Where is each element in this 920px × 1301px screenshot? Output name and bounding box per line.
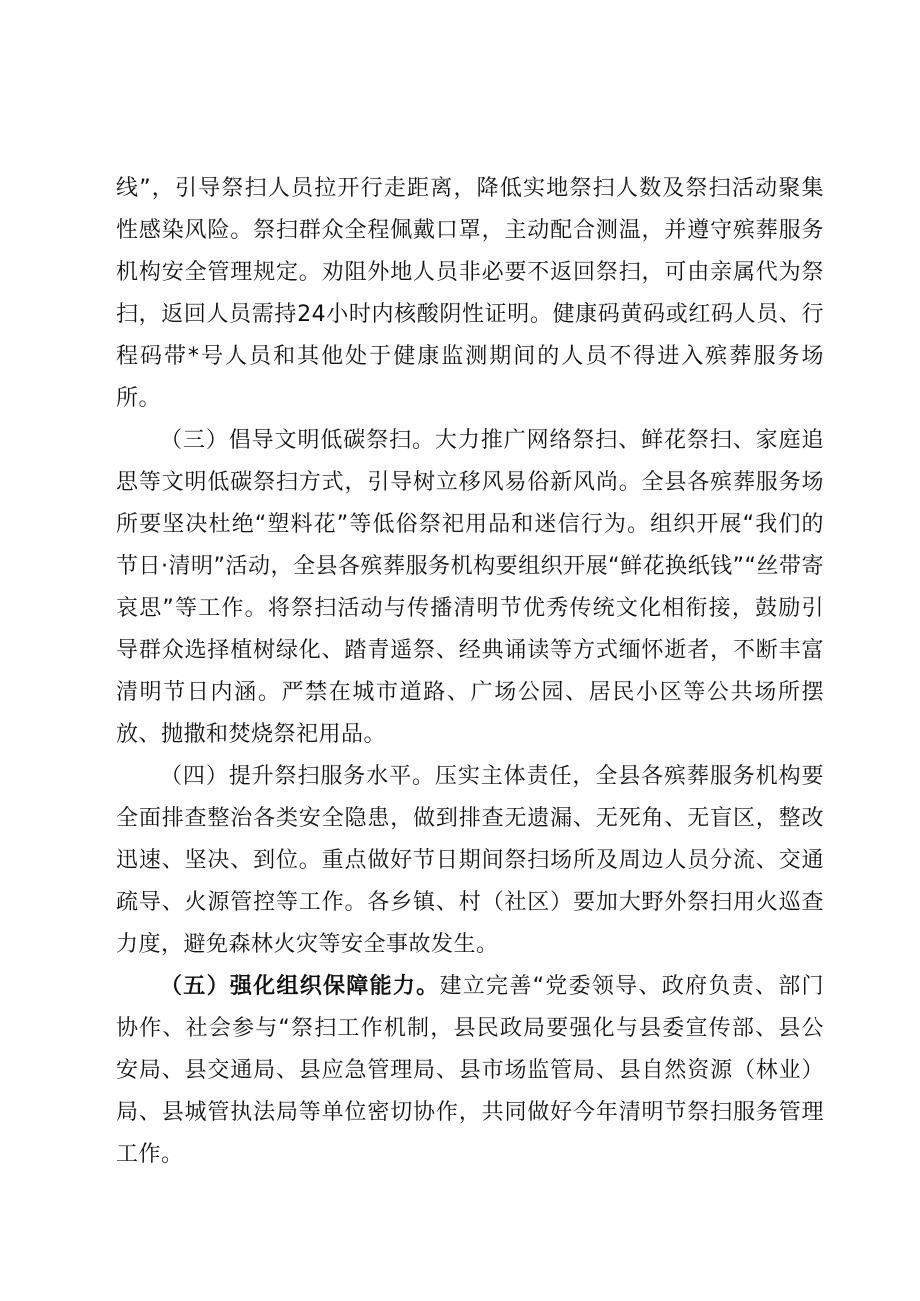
section-heading: （五）强化组织保障能力。: [160, 974, 440, 999]
paragraph-text: 线”，引导祭扫人员拉开行走距离，降低实地祭扫人数及祭扫活动聚集性感染风险。祭扫群众全程佩戴口罩，主动配合测温，并遵守殡葬服务机构安全管理规定。劝阻外地人员非必要不返回祭扫，可由亲属代为祭扫，返回人员需持24小时内核酸阴性证明。健康码黄码或红码人员、行程码带*号人员和其他处于健康监测期间的人员不得进入殡葬服务场所。: [116, 176, 824, 411]
paragraph-text: （四）提升祭扫服务水平。压实主体责任，全县各殡葬服务机构要全面排查整治各类安全隐患，做到排查无遗漏、无死角、无盲区，整改迅速、坚决、到位。重点做好节日期间祭扫场所及周边人员分流、交通疏导、火源管控等工作。各乡镇、村（社区）要加大野外祭扫用火巡查力度，避免森林火灾等安全事故发生。: [116, 764, 824, 957]
paragraph-text: 建立完善“党委领导、政府负责、部门协作、社会参与“祭扫工作机制，县民政局要强化与县委宣传部、县公安局、县交通局、县应急管理局、县市场监管局、县自然资源（林业）局、县城管执法局等单位密切协作，共同做好今年清明节祭扫服务管理工作。: [116, 974, 824, 1167]
paragraph-text: （三）倡导文明低碳祭扫。大力推广网络祭扫、鲜花祭扫、家庭追思等文明低碳祭扫方式，引导树立移风易俗新风尚。全县各殡葬服务场所要坚决杜绝“塑料花”等低俗祭祀用品和迷信行为。组织开展“我们的节日·清明”活动，全县各殡葬服务机构要组织开展“鲜花换纸钱”“丝带寄哀思”等工作。将祭扫活动与传播清明节优秀传统文化相衔接，鼓励引导群众选择植树绿化、踏青遥祭、经典诵读等方式缅怀逝者，不断丰富清明节日内涵。严禁在城市道路、广场公园、居民小区等公共场所摆放、抛撒和焚烧祭祀用品。: [116, 428, 824, 747]
paragraph-section-3: [116, 420, 824, 756]
paragraph-continuation: [116, 168, 824, 420]
paragraph-section-4: [116, 756, 824, 966]
document-body: [116, 168, 824, 1176]
paragraph-section-5: [116, 966, 824, 1176]
